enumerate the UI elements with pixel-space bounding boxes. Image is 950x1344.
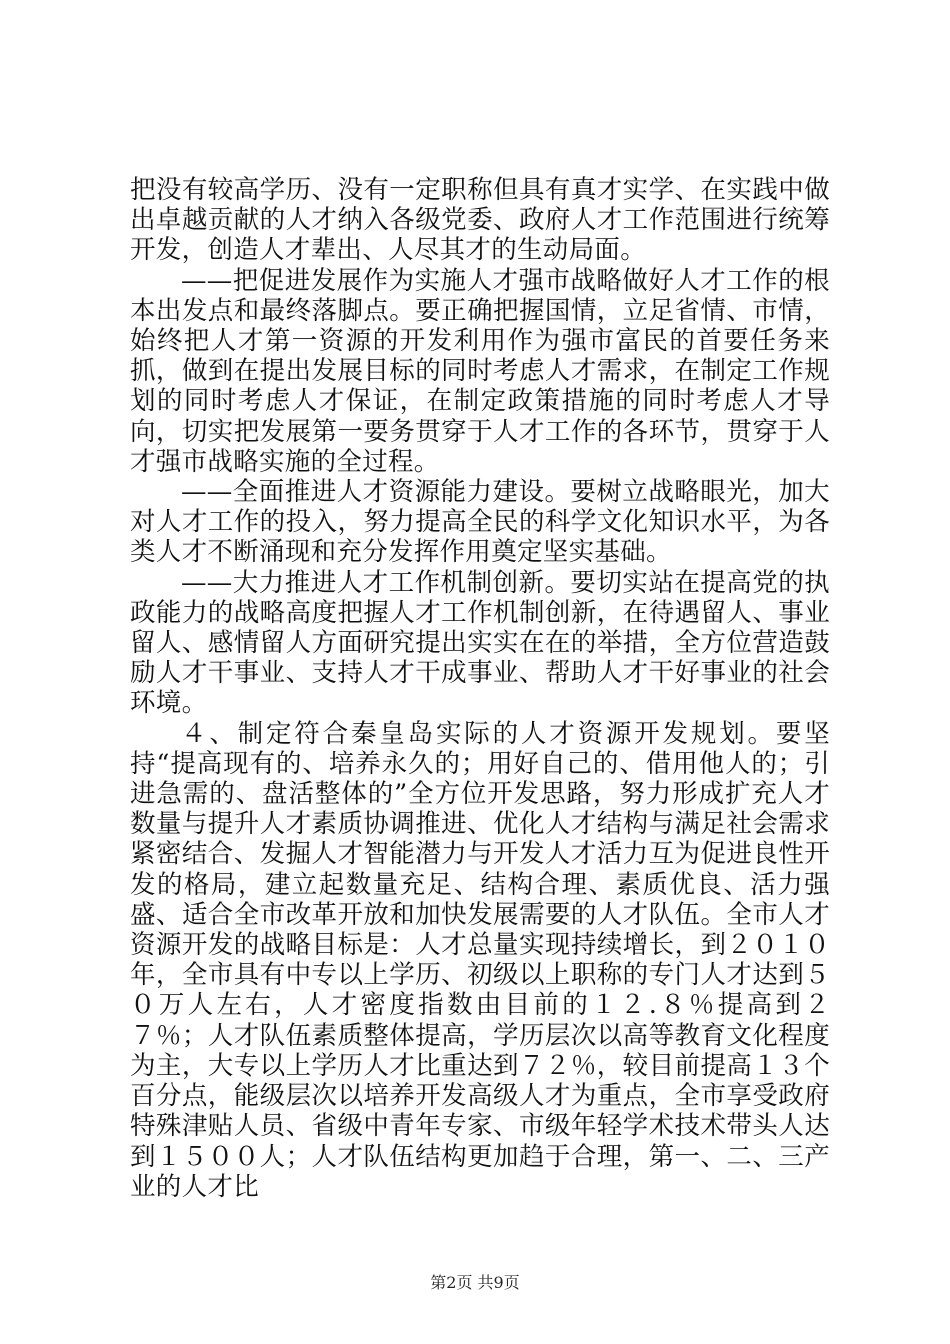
paragraph-3: ——全面推进人才资源能力建设。要树立战略眼光，加大对人才工作的投入，努力提高全民的科学文化知识水平，为各类人才不断涌现和充分发挥作用奠定坚实基础。 [130, 477, 830, 568]
paragraph-2: ——把促进发展作为实施人才强市战略做好人才工作的根本出发点和最终落脚点。要正确把握国情，立足省情、市情，始终把人才第一资源的开发利用作为强市富民的首要任务来抓，做到在提出发展目标的同时考虑人才需求，在制定工作规划的同时考虑人才保证，在制定政策措施的同时考虑人才导向，切实把发展第一要务贯穿于人才工作的各环节，贯穿于人才强市战略实施的全过程。 [130, 265, 830, 477]
page-footer: 第2页 共9页 [430, 1273, 520, 1292]
paragraph-4: ——大力推进人才工作机制创新。要切实站在提高党的执政能力的战略高度把握人才工作机制创新，在待遇留人、事业留人、感情留人方面研究提出实实在在的举措，全方位营造鼓励人才干事业、支持人才干成事业、帮助人才干好事业的社会环境。 [130, 567, 830, 719]
document-body [130, 175, 830, 1202]
paragraph-1: 把没有较高学历、没有一定职称但具有真才实学、在实践中做出卓越贡献的人才纳入各级党委、政府人才工作范围进行统筹开发，创造人才辈出、人尽其才的生动局面。 [130, 175, 830, 266]
paragraph-5: ４、制定符合秦皇岛实际的人才资源开发规划。要坚持“提高现有的、培养永久的；用好自己的、借用他人的；引进急需的、盘活整体的”全方位开发思路，努力形成扩充人才数量与提升人才素质协调推进、优化人才结构与满足社会需求紧密结合、发掘人才智能潜力与开发人才活力互为促进良性开发的格局，建立起数量充足、结构合理、素质优良、活力强盛、适合全市改革开放和加快发展需要的人才队伍。全市人才资源开发的战略目标是：人才总量实现持续增长，到２０１０年，全市具有中专以上学历、初级以上职称的专门人才达到５０万人左右，人才密度指数由目前的１２.８％提高到２７％；人才队伍素质整体提高，学历层次以高等教育文化程度为主，大专以上学历人才比重达到７２％，较目前提高１３个百分点，能级层次以培养开发高级人才为重点，全市享受政府特殊津贴人员、省级中青年专家、市级年轻学术技术带头人达到１５００人；人才队伍结构更加趋于合理，第一、二、三产业的人才比 [130, 718, 830, 1202]
